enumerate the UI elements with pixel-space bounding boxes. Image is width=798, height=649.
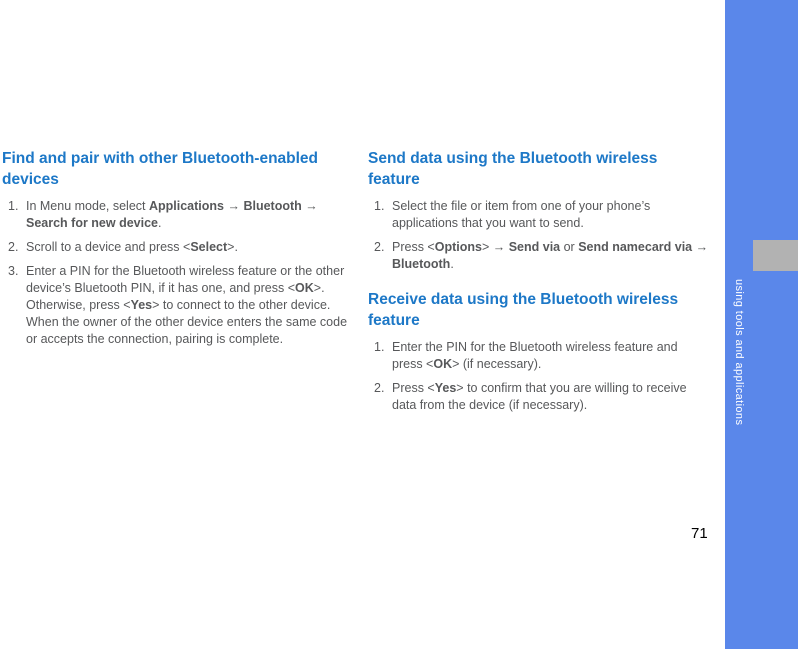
list-item-text: In Menu mode, select Applications → Bluetooth → Search for new device. — [26, 199, 318, 230]
list-item-text: Enter the PIN for the Bluetooth wireless feature and press <OK> (if necessary). — [392, 340, 678, 371]
section-heading-receive: Receive data using the Bluetooth wireless feature — [368, 291, 679, 329]
sidebar — [725, 0, 798, 649]
list-item — [8, 198, 350, 232]
list-item-number: 1. — [374, 340, 385, 354]
chapter-label: using tools and applications — [733, 279, 745, 426]
list-item — [374, 239, 710, 273]
list-item-text: Enter a PIN for the Bluetooth wireless feature or the other device’s Bluetooth PIN, if it has one, and press <OK>. Otherwise, press <Yes> to connect to the other device. When the owner of the other device enters the same code or accepts the connection, pairing is complete. — [26, 264, 348, 346]
column-right — [368, 148, 710, 421]
numbered-list — [368, 198, 710, 273]
list-item-number: 3. — [8, 264, 19, 278]
list-item-number: 2. — [374, 381, 385, 395]
list-item-number: 2. — [374, 240, 385, 254]
list-item — [374, 380, 710, 414]
list-item-text: Scroll to a device and press <Select>. — [26, 240, 238, 254]
list-item-text: Select the file or item from one of your phone’s applications that you want to send. — [392, 199, 651, 230]
list-item — [374, 339, 710, 373]
page-number: 71 — [691, 525, 708, 542]
list-item-continuation: When the owner of the other device enters the same code or accepts the connection, pairing is complete. — [26, 315, 348, 346]
list-item-number: 1. — [374, 199, 385, 213]
chapter-tab — [753, 240, 798, 271]
list-item-text: Press <Yes> to confirm that you are willing to receive data from the device (if necessary). — [392, 381, 687, 412]
list-item-number: 1. — [8, 199, 19, 213]
list-item-text: Press <Options> → Send via or Send namecard via → Bluetooth. — [392, 240, 709, 271]
section-heading-send: Send data using the Bluetooth wireless feature — [368, 150, 658, 188]
section-heading-pair: Find and pair with other Bluetooth-enabled devices — [2, 150, 319, 188]
list-item — [8, 239, 350, 256]
column-left — [2, 148, 350, 355]
list-item — [374, 198, 710, 232]
numbered-list — [2, 198, 350, 348]
list-item — [8, 263, 350, 348]
list-item-number: 2. — [8, 240, 19, 254]
numbered-list — [368, 339, 710, 414]
